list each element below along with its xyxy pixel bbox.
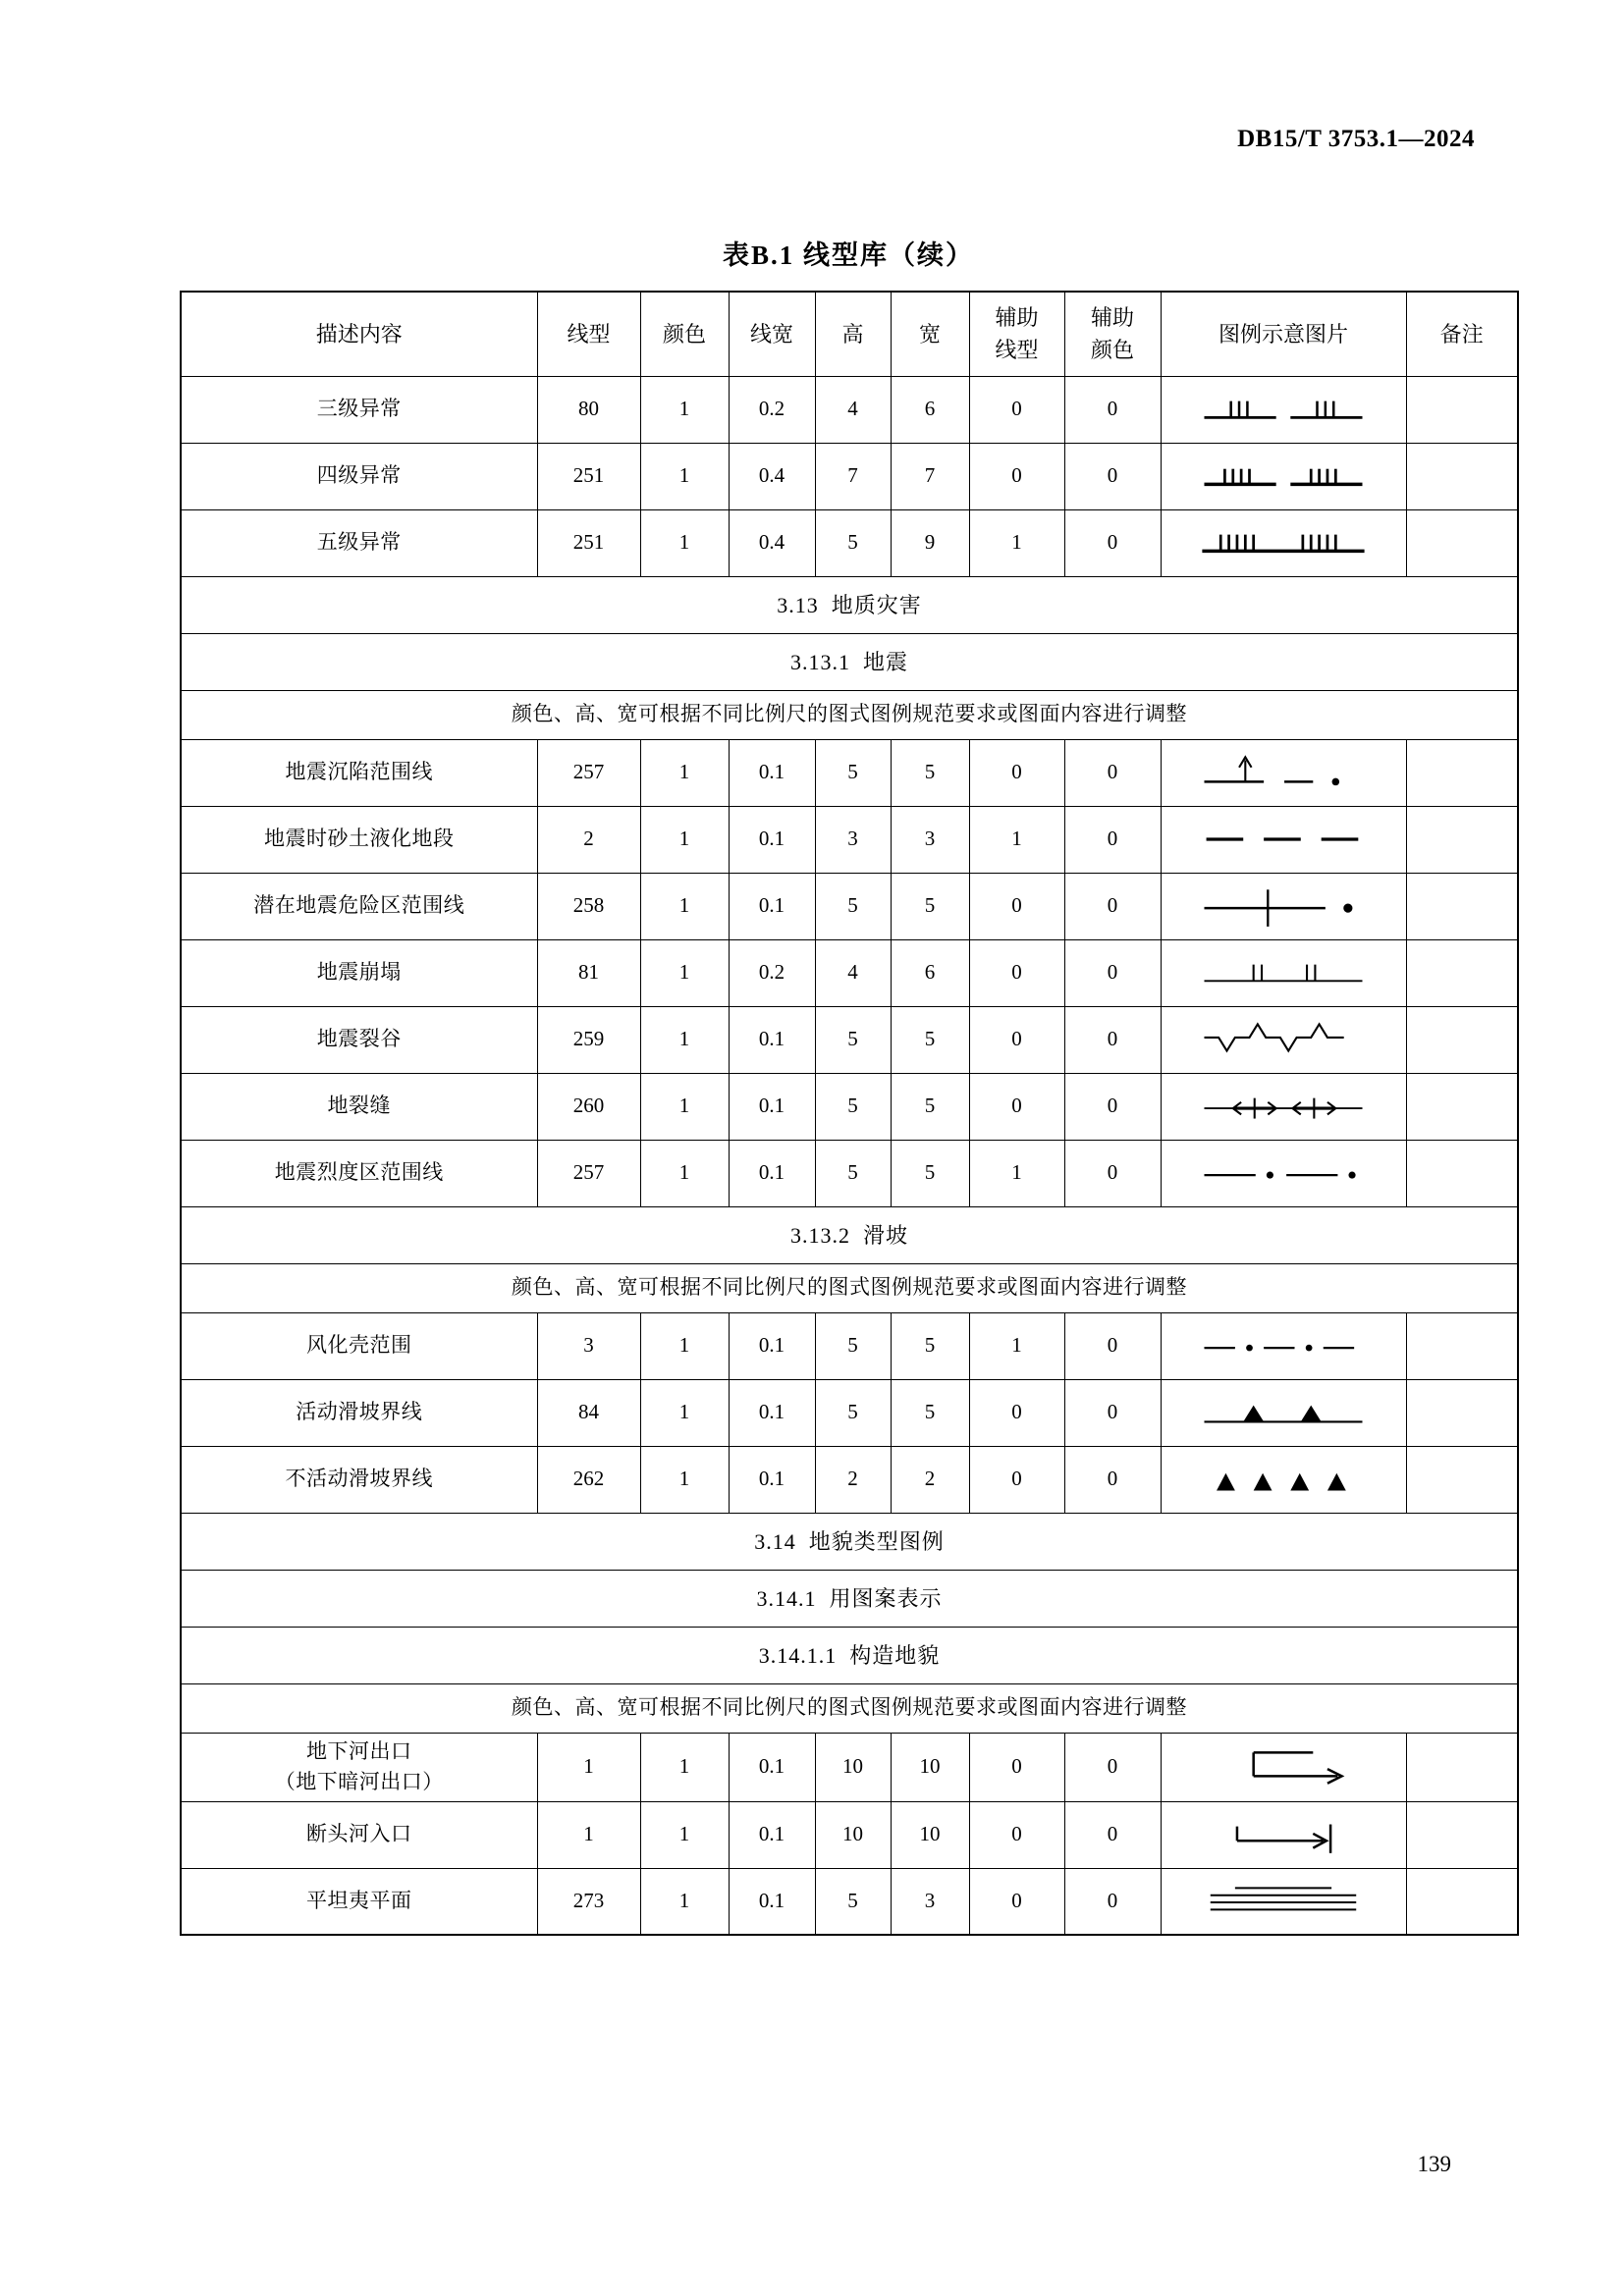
remark-cell [1406,1073,1518,1140]
legend-cell [1161,509,1406,576]
color-cell: 1 [640,1073,729,1140]
height-cell: 5 [815,1073,891,1140]
height-cell: 5 [815,1006,891,1073]
section-cell: 3.14.1.1 构造地貌 [181,1627,1518,1683]
aux-line-cell: 0 [969,739,1064,806]
data-row [181,873,1518,939]
line-type-cell: 1 [537,1733,640,1801]
column-header-5: 宽 [891,292,969,376]
line-width-cell: 0.2 [729,376,815,443]
width-cell: 3 [891,806,969,873]
line-type-cell: 84 [537,1379,640,1446]
row-description-line2: （地下暗河出口） [274,1770,444,1793]
column-header-line2: 颜色 [1090,338,1134,363]
data-row [181,443,1518,509]
line-type-cell: 257 [537,739,640,806]
line-width-cell: 0.1 [729,1140,815,1206]
note-cell: 颜色、高、宽可根据不同比例尺的图式图例规范要求或图面内容进行调整 [181,1683,1518,1733]
desc-cell [181,1073,537,1140]
width-cell: 5 [891,1312,969,1379]
color-cell: 1 [640,1006,729,1073]
line-type-cell: 251 [537,443,640,509]
line-width-cell: 0.1 [729,1446,815,1513]
width-cell: 5 [891,739,969,806]
remark-cell [1406,509,1518,576]
dashes-icon [1194,817,1373,862]
color-cell: 1 [640,1446,729,1513]
rift-icon [1194,1017,1373,1062]
cross-dot-icon [1194,883,1373,929]
line-type-cell: 1 [537,1801,640,1868]
header-row [181,292,1518,376]
color-cell: 1 [640,376,729,443]
data-row [181,509,1518,576]
aux-color-cell: 0 [1064,1006,1161,1073]
line-type-cell: 2 [537,806,640,873]
legend-cell [1161,1379,1406,1446]
line-width-cell: 0.1 [729,739,815,806]
row-description: 不活动滑坡界线 [285,1467,433,1491]
section-row [181,1513,1518,1570]
aux-color-cell: 0 [1064,939,1161,1006]
section-cell: 3.13 地质灾害 [181,576,1518,633]
width-cell: 5 [891,1379,969,1446]
line-width-cell: 0.1 [729,1868,815,1935]
legend-cell [1161,1446,1406,1513]
column-header-0: 描述内容 [181,292,537,376]
line-width-cell: 0.4 [729,509,815,576]
width-cell: 5 [891,1140,969,1206]
width-cell: 2 [891,1446,969,1513]
aux-color-cell: 0 [1064,1868,1161,1935]
color-cell: 1 [640,1733,729,1801]
ticks-5-icon [1194,520,1373,565]
height-cell: 5 [815,509,891,576]
legend-cell [1161,1868,1406,1935]
height-cell: 4 [815,939,891,1006]
height-cell: 2 [815,1446,891,1513]
color-cell: 1 [640,1868,729,1935]
beheaded-inlet-icon [1194,1812,1373,1857]
width-cell: 5 [891,1073,969,1140]
remark-cell [1406,1006,1518,1073]
width-cell: 5 [891,1006,969,1073]
column-header-2: 颜色 [640,292,729,376]
aux-color-cell: 0 [1064,1801,1161,1868]
remark-cell [1406,1801,1518,1868]
data-row [181,739,1518,806]
legend-cell [1161,1312,1406,1379]
desc-cell [181,806,537,873]
height-cell: 5 [815,1140,891,1206]
row-description: 地震时砂土液化地段 [264,827,455,851]
color-cell: 1 [640,443,729,509]
height-cell: 4 [815,376,891,443]
remark-cell [1406,1140,1518,1206]
height-cell: 7 [815,443,891,509]
dash-dot-long-icon [1194,1150,1373,1196]
line-type-cell: 81 [537,939,640,1006]
line-type-cell: 273 [537,1868,640,1935]
subsidence-icon [1194,750,1373,795]
column-header-line1: 辅助 [1090,305,1134,331]
line-width-cell: 0.1 [729,806,815,873]
column-header-9: 备注 [1406,292,1518,376]
aux-line-cell: 0 [969,1801,1064,1868]
column-header-3: 线宽 [729,292,815,376]
desc-cell [181,376,537,443]
remark-cell [1406,873,1518,939]
color-cell: 1 [640,1140,729,1206]
column-header-7 [1064,292,1161,376]
legend-cell [1161,1073,1406,1140]
row-description: 活动滑坡界线 [296,1400,423,1424]
aux-line-cell: 0 [969,1073,1064,1140]
legend-cell [1161,1140,1406,1206]
section-cell: 3.13.2 滑坡 [181,1206,1518,1263]
aux-color-cell: 0 [1064,873,1161,939]
data-row [181,1140,1518,1206]
width-cell: 3 [891,1868,969,1935]
legend-cell [1161,1801,1406,1868]
aux-line-cell: 1 [969,1312,1064,1379]
desc-cell [181,509,537,576]
section-cell: 3.14.1 用图案表示 [181,1570,1518,1627]
row-description: 三级异常 [316,397,402,421]
color-cell: 1 [640,739,729,806]
line-width-cell: 0.2 [729,939,815,1006]
width-cell: 10 [891,1733,969,1801]
legend-cell [1161,443,1406,509]
line-type-cell: 251 [537,509,640,576]
height-cell: 5 [815,1868,891,1935]
width-cell: 5 [891,873,969,939]
data-row [181,1312,1518,1379]
line-type-cell: 257 [537,1140,640,1206]
aux-color-cell: 0 [1064,1140,1161,1206]
width-cell: 10 [891,1801,969,1868]
desc-cell [181,1446,537,1513]
section-row [181,633,1518,690]
ticks-2-icon [1194,950,1373,995]
desc-cell [181,739,537,806]
section-row [181,1206,1518,1263]
data-row [181,806,1518,873]
aux-line-cell: 0 [969,443,1064,509]
column-header-6 [969,292,1064,376]
aux-color-cell: 0 [1064,1446,1161,1513]
row-description: 五级异常 [316,530,402,555]
height-cell: 3 [815,806,891,873]
row-description: 地震裂谷 [316,1027,402,1051]
color-cell: 1 [640,873,729,939]
line-type-cell: 259 [537,1006,640,1073]
legend-cell [1161,806,1406,873]
data-row [181,1801,1518,1868]
aux-line-cell: 0 [969,376,1064,443]
data-row [181,939,1518,1006]
desc-cell [181,1140,537,1206]
color-cell: 1 [640,939,729,1006]
desc-cell [181,1868,537,1935]
color-cell: 1 [640,806,729,873]
desc-cell [181,1801,537,1868]
remark-cell [1406,1312,1518,1379]
row-description: 地震沉陷范围线 [285,760,433,784]
legend-cell [1161,873,1406,939]
desc-cell [181,939,537,1006]
row-description: 地震烈度区范围线 [274,1160,444,1185]
row-description: 平坦夷平面 [306,1889,412,1912]
remark-cell [1406,1379,1518,1446]
desc-cell [181,873,537,939]
row-description: 地震崩塌 [316,960,402,985]
planation-icon [1194,1879,1373,1924]
line-type-cell: 262 [537,1446,640,1513]
section-row [181,576,1518,633]
remark-cell [1406,939,1518,1006]
width-cell: 7 [891,443,969,509]
triangles-icon [1194,1457,1373,1502]
line-type-cell: 80 [537,376,640,443]
color-cell: 1 [640,1801,729,1868]
row-description: 断头河入口 [306,1822,412,1846]
note-row [181,1683,1518,1733]
line-width-cell: 0.1 [729,1073,815,1140]
column-header-4: 高 [815,292,891,376]
column-header-line1: 辅助 [995,305,1039,331]
remark-cell [1406,739,1518,806]
line-width-cell: 0.1 [729,1006,815,1073]
aux-color-cell: 0 [1064,1733,1161,1801]
note-row [181,1263,1518,1312]
height-cell: 5 [815,1379,891,1446]
data-row [181,1379,1518,1446]
line-width-cell: 0.1 [729,1379,815,1446]
aux-color-cell: 0 [1064,806,1161,873]
height-cell: 10 [815,1733,891,1801]
section-row [181,1570,1518,1627]
aux-color-cell: 0 [1064,509,1161,576]
remark-cell [1406,806,1518,873]
legend-cell [1161,1006,1406,1073]
width-cell: 9 [891,509,969,576]
remark-cell [1406,376,1518,443]
line-type-cell: 260 [537,1073,640,1140]
width-cell: 6 [891,376,969,443]
doc-number: DB15/T 3753.1—2024 [1237,126,1475,152]
aux-color-cell: 0 [1064,1073,1161,1140]
desc-cell [181,443,537,509]
table-title: 表B.1 线型库（续） [722,240,974,270]
page-number: 139 [1417,2152,1451,2176]
legend-cell [1161,1733,1406,1801]
legend-cell [1161,376,1406,443]
data-row [181,1073,1518,1140]
height-cell: 5 [815,873,891,939]
desc-cell [181,1006,537,1073]
fissure-icon [1194,1084,1373,1129]
line-width-cell: 0.1 [729,1801,815,1868]
ticks-3-icon [1194,387,1373,432]
column-header-8: 图例示意图片 [1161,292,1406,376]
underground-outlet-icon [1194,1744,1373,1789]
aux-line-cell: 0 [969,1379,1064,1446]
line-triangles-icon [1194,1390,1373,1435]
height-cell: 5 [815,739,891,806]
row-description: 潜在地震危险区范围线 [253,893,465,918]
column-header-1: 线型 [537,292,640,376]
aux-color-cell: 0 [1064,376,1161,443]
row-description: 风化壳范围 [306,1333,412,1358]
aux-line-cell: 1 [969,1140,1064,1206]
line-width-cell: 0.4 [729,443,815,509]
height-cell: 10 [815,1801,891,1868]
line-width-cell: 0.1 [729,1312,815,1379]
color-cell: 1 [640,509,729,576]
remark-cell [1406,1733,1518,1801]
height-cell: 5 [815,1312,891,1379]
aux-color-cell: 0 [1064,1312,1161,1379]
aux-line-cell: 0 [969,1868,1064,1935]
aux-color-cell: 0 [1064,443,1161,509]
aux-line-cell: 0 [969,1446,1064,1513]
remark-cell [1406,1868,1518,1935]
width-cell: 6 [891,939,969,1006]
data-row [181,1446,1518,1513]
aux-line-cell: 0 [969,1733,1064,1801]
desc-cell [181,1379,537,1446]
line-type-cell: 258 [537,873,640,939]
color-cell: 1 [640,1379,729,1446]
dash-dot-icon [1194,1323,1373,1368]
color-cell: 1 [640,1312,729,1379]
line-width-cell: 0.1 [729,873,815,939]
row-description: 地裂缝 [327,1094,391,1118]
section-cell: 3.14 地貌类型图例 [181,1513,1518,1570]
data-row [181,1868,1518,1935]
line-width-cell: 0.1 [729,1733,815,1801]
aux-line-cell: 1 [969,806,1064,873]
aux-line-cell: 0 [969,939,1064,1006]
remark-cell [1406,1446,1518,1513]
data-row [181,376,1518,443]
desc-cell [181,1312,537,1379]
legend-cell [1161,939,1406,1006]
aux-line-cell: 0 [969,1006,1064,1073]
note-row [181,690,1518,739]
linetype-table [180,291,1519,1936]
data-row [181,1006,1518,1073]
data-row [181,1733,1518,1801]
aux-line-cell: 1 [969,509,1064,576]
aux-color-cell: 0 [1064,1379,1161,1446]
table-body [181,376,1518,1935]
table-header [181,292,1518,376]
desc-cell [181,1733,537,1801]
remark-cell [1406,443,1518,509]
line-type-cell: 3 [537,1312,640,1379]
row-description: 地下河出口 [306,1738,412,1763]
note-cell: 颜色、高、宽可根据不同比例尺的图式图例规范要求或图面内容进行调整 [181,690,1518,739]
ticks-4-icon [1194,454,1373,499]
legend-cell [1161,739,1406,806]
column-header-line2: 线型 [995,338,1039,363]
section-cell: 3.13.1 地震 [181,633,1518,690]
section-row [181,1627,1518,1683]
row-description: 四级异常 [316,463,402,488]
aux-color-cell: 0 [1064,739,1161,806]
note-cell: 颜色、高、宽可根据不同比例尺的图式图例规范要求或图面内容进行调整 [181,1263,1518,1312]
aux-line-cell: 0 [969,873,1064,939]
